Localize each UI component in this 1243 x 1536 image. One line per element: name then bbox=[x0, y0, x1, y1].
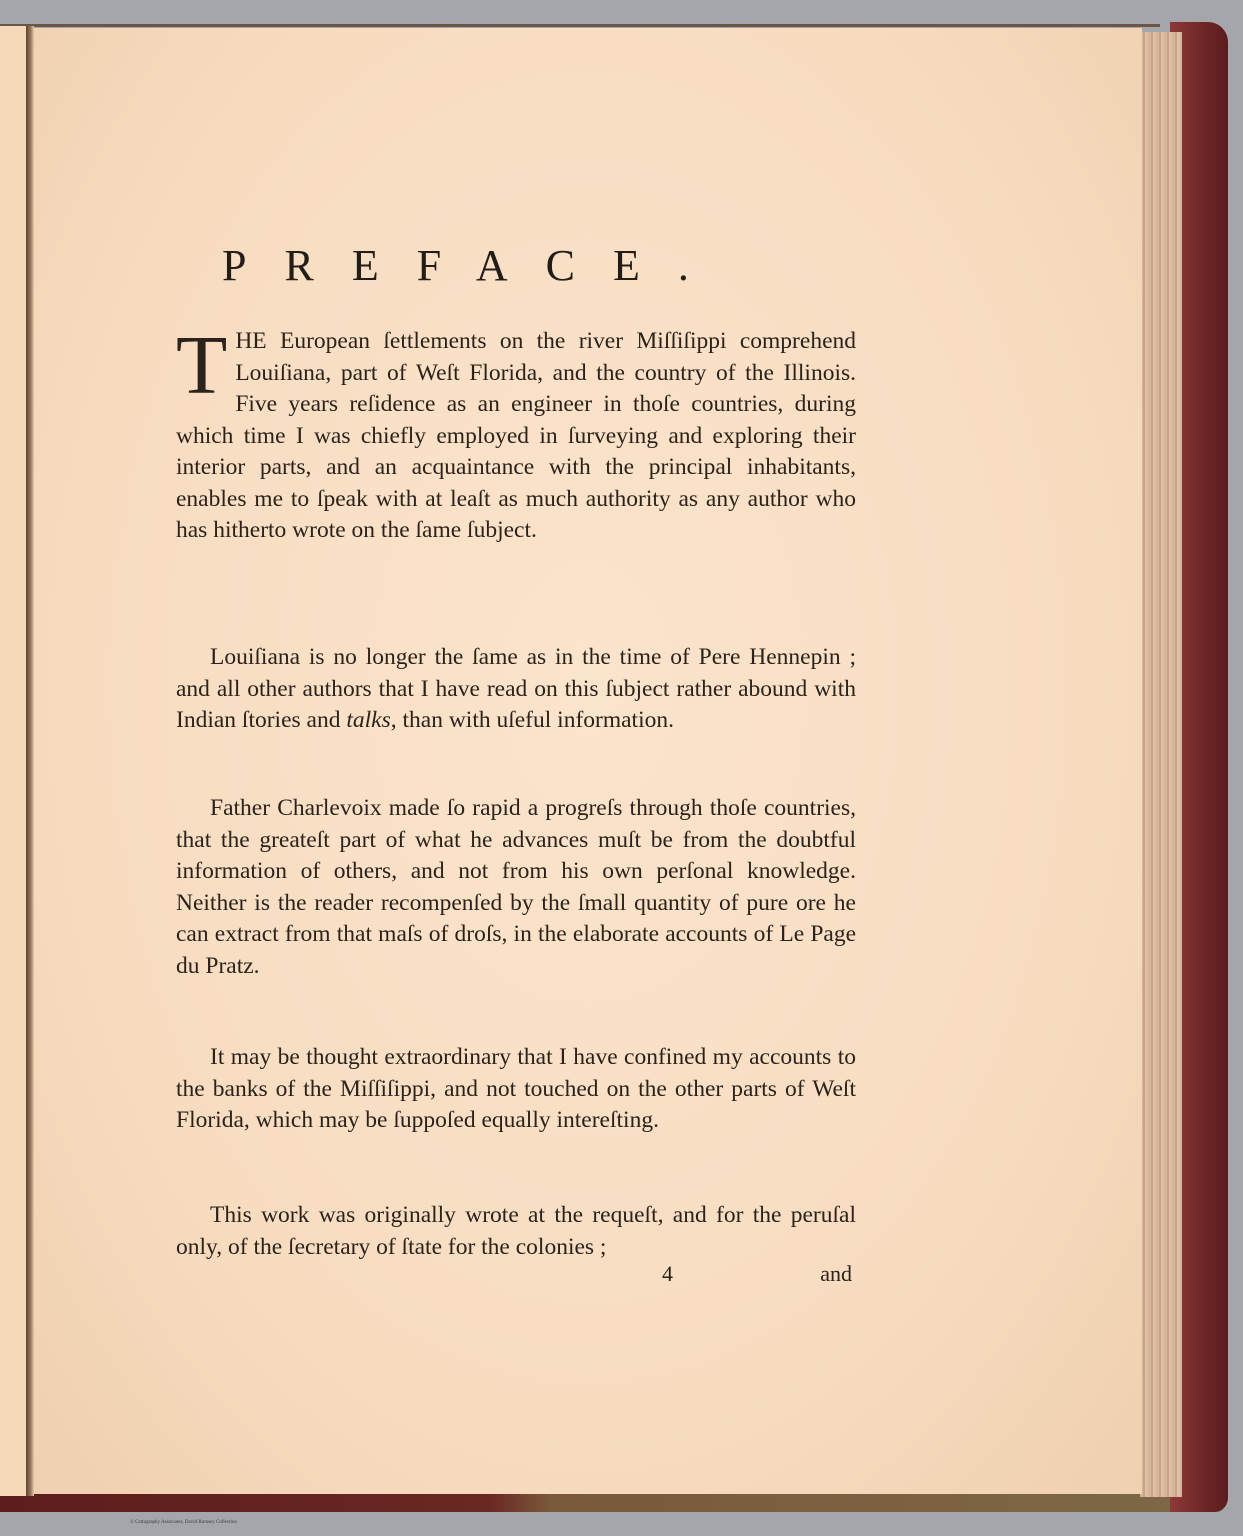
catchword: and bbox=[820, 1261, 852, 1286]
signature-mark: 4 bbox=[662, 1261, 673, 1286]
italic-word: talks bbox=[346, 707, 391, 733]
drop-cap: T bbox=[176, 319, 228, 412]
paragraph-3 bbox=[176, 793, 856, 982]
paragraph-4 bbox=[176, 1042, 856, 1137]
left-page-sliver bbox=[0, 26, 26, 1496]
book-gutter bbox=[26, 26, 34, 1496]
paragraph-5 bbox=[176, 1200, 856, 1263]
paragraph-1 bbox=[176, 319, 856, 547]
paragraph-text: HE European ſettlements on the river Miſſiſippi comprehend Louiſiana, part of Weſt Florida, and the country of the Illinois. Five years reſidence as an engineer in thoſe countries, during which time I was chiefly employed in ſurveying and exploring their interior parts, and an acquaintance with the principal inhabitants, enables me to ſpeak with at leaſt as much authority as any author who has hitherto wrote on the ſame ſubject. bbox=[176, 328, 856, 543]
paragraph-2 bbox=[176, 642, 856, 737]
image-credit: © Cartography Associates, David Rumsey Collection bbox=[130, 1520, 237, 1525]
page-edges bbox=[1140, 32, 1182, 1497]
paragraph-text: It may be thought extraordinary that I have confined my accounts to the banks of the Miſſiſippi, and not touched on the other parts of Weſt Florida, which may be ſuppoſed equally intereſting. bbox=[176, 1044, 856, 1133]
paragraph-text: This work was originally wrote at the requeſt, and for the peruſal only, of the ſecretary of ſtate for the colonies ; bbox=[176, 1202, 856, 1260]
paragraph-text: , than with uſeful information. bbox=[390, 707, 674, 733]
book-top-edge bbox=[0, 24, 1160, 27]
page-title: PREFACE. bbox=[222, 241, 727, 290]
paragraph-text: Louiſiana is no longer the ſame as in the time of Pere Hennepin ; and all other authors that I have read on this ſubject rather abound with Indian ſtories and bbox=[176, 644, 856, 733]
paragraph-text: Father Charlevoix made ſo rapid a progreſs through thoſe countries, that the greateſt part of what he advances muſt be from the doubtful information of others, and not from his own perſonal knowledge. Neither is the reader recompenſed by the ſmall quantity of pure ore he can extract from that maſs of droſs, in the elaborate accounts of Le Page du Pratz. bbox=[176, 795, 856, 979]
